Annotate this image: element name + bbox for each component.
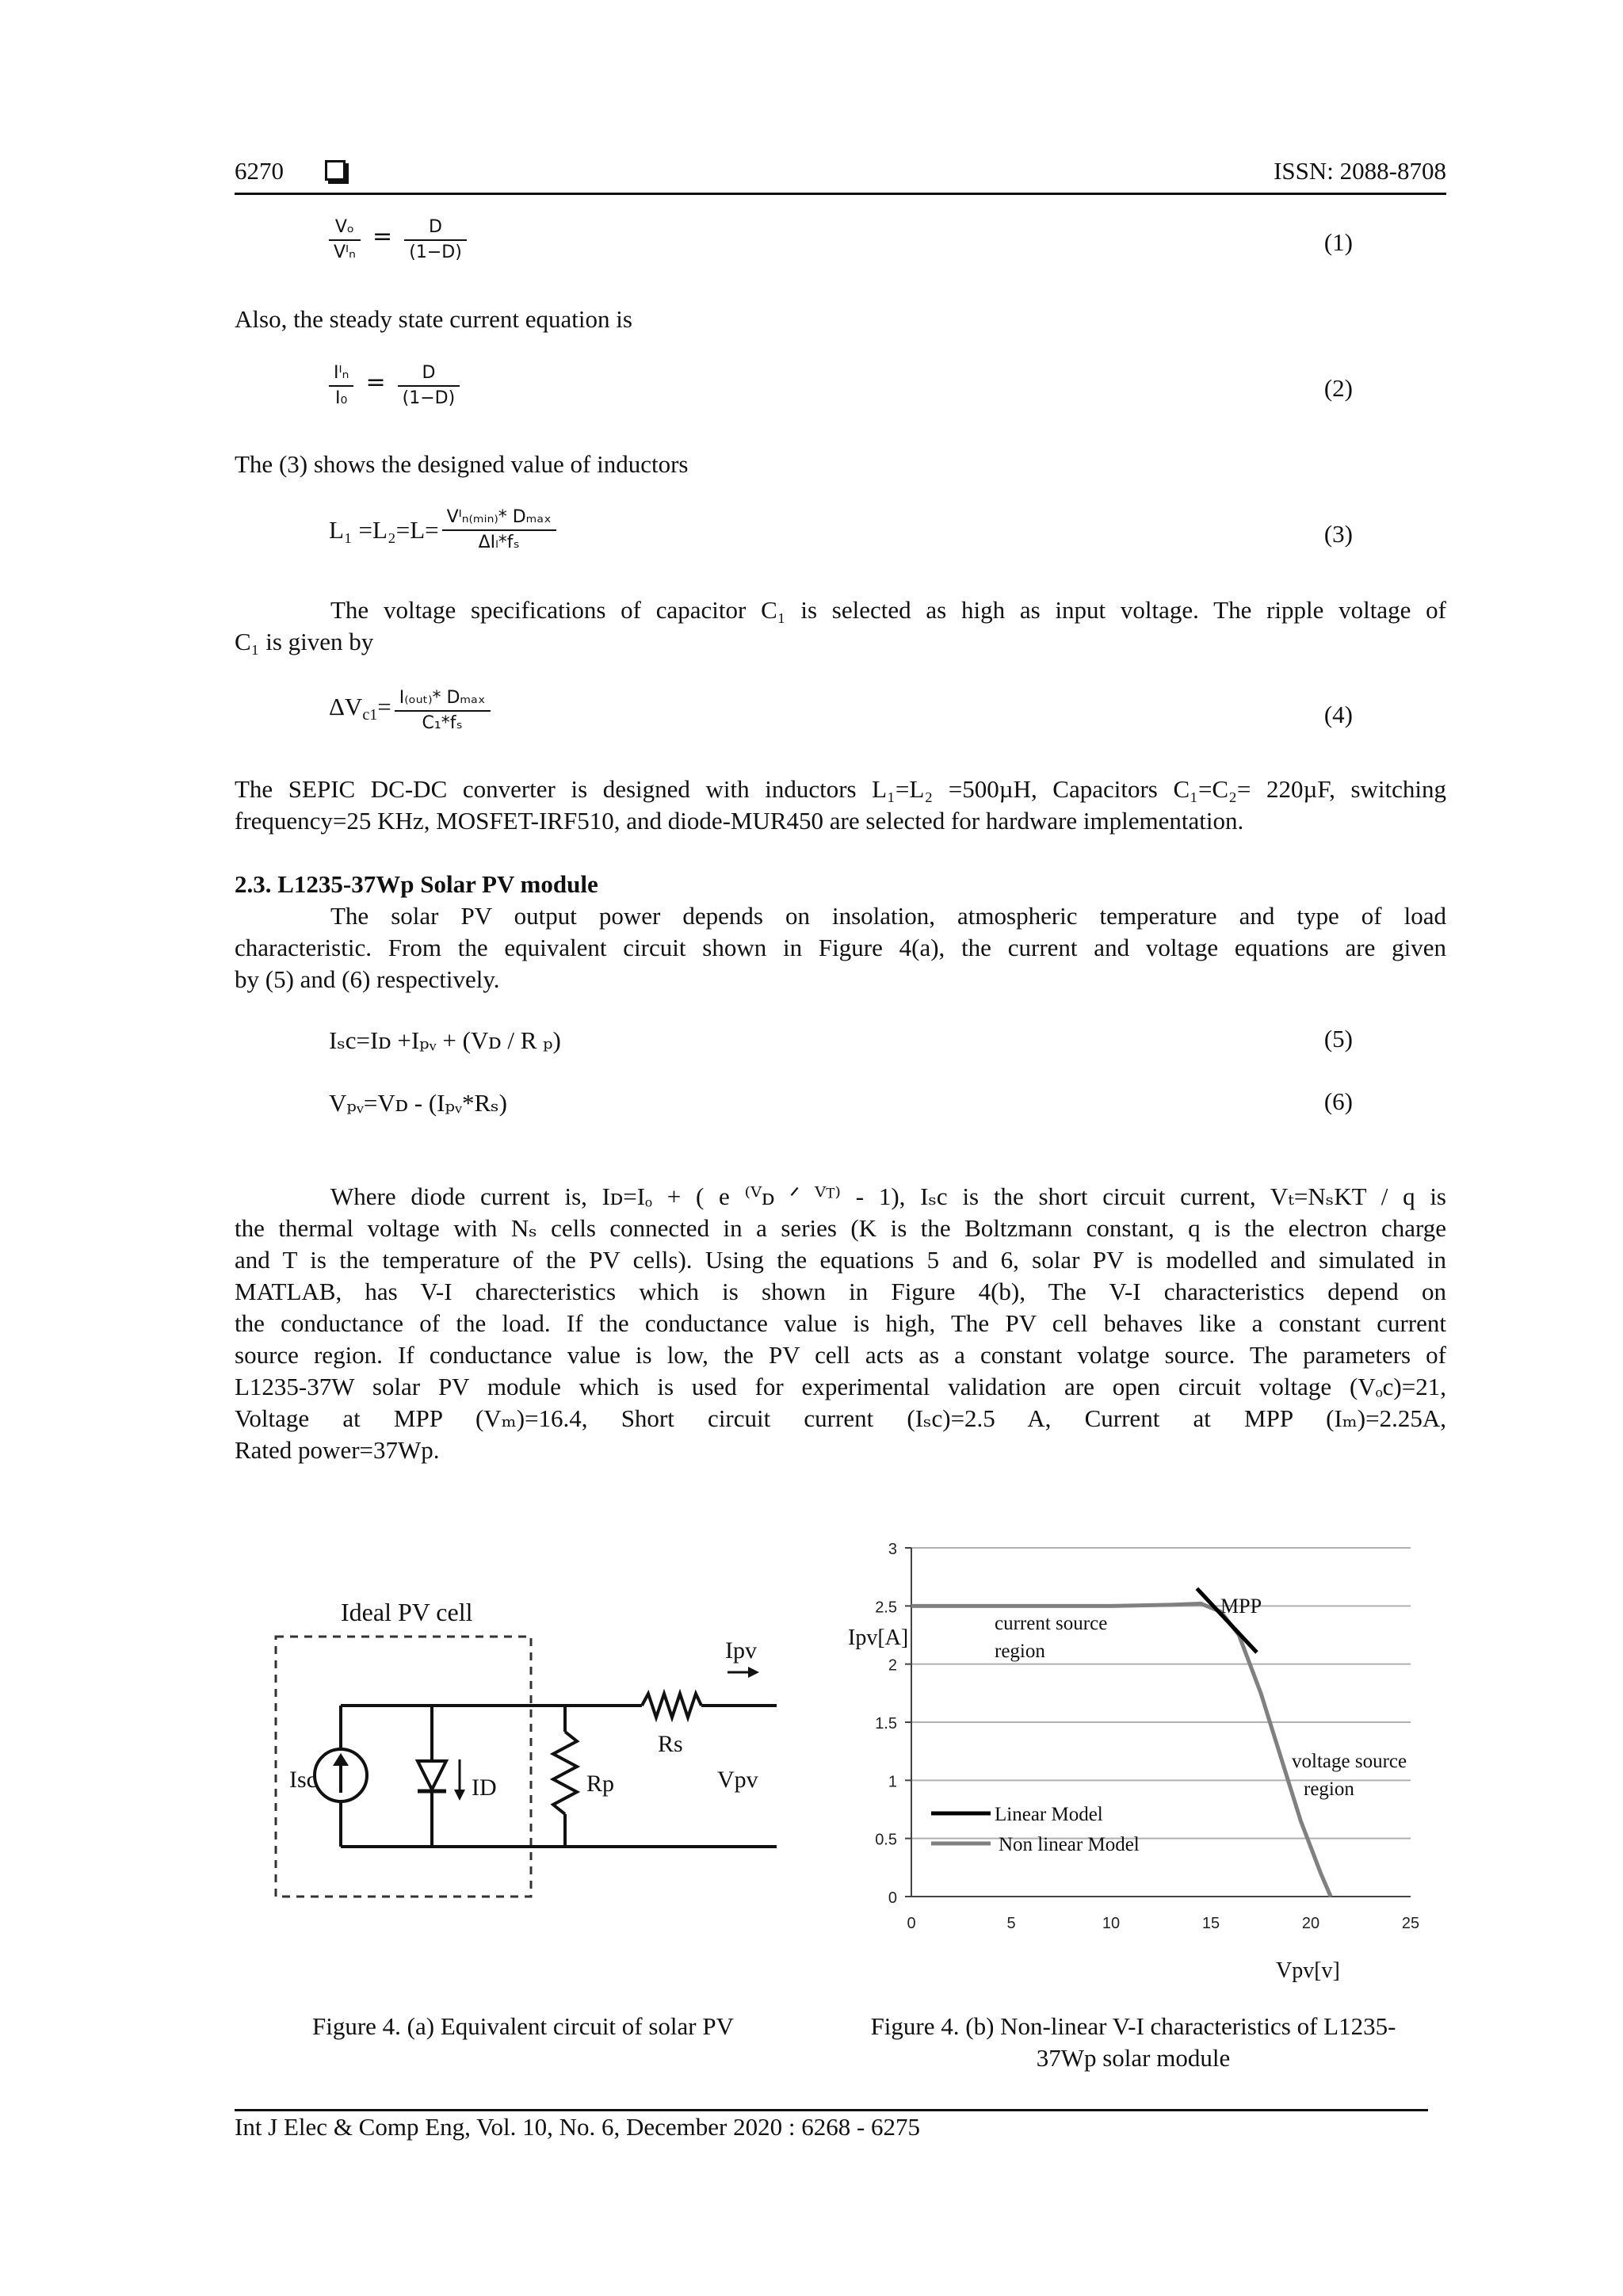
y-tick-label: 3 xyxy=(888,1541,897,1558)
y-tick-label: 1 xyxy=(888,1773,897,1791)
y-tick-label: 2.5 xyxy=(875,1599,897,1617)
resistor-rp-icon xyxy=(553,1732,577,1814)
equation-3-label: (3) xyxy=(1323,520,1353,548)
issn: ISSN: 2088-8708 xyxy=(1274,157,1446,185)
x-axis-label: Vpv[v] xyxy=(1276,1958,1340,1983)
vi-characteristics-chart xyxy=(824,1534,1458,1985)
x-tick-label: 15 xyxy=(1201,1915,1220,1932)
chart-legend xyxy=(931,1804,1140,1855)
paragraph-steady-state: Also, the steady state current equation is xyxy=(235,305,632,333)
annotation-current-source-region: region xyxy=(995,1641,1045,1662)
paragraph-voltage-spec-line2: C₁ is given by xyxy=(235,628,374,655)
equation-6-label: (6) xyxy=(1323,1087,1353,1115)
equation-5: Iₛc=Iᴅ +Iₚᵥ + (Vᴅ / R ₚ) xyxy=(329,1026,561,1054)
label-ipv: Ipv xyxy=(725,1637,757,1664)
label-vpv: Vpv xyxy=(717,1767,758,1793)
equation-5-label: (5) xyxy=(1323,1025,1353,1052)
section-heading: 2.3. L1235-37Wp Solar PV module xyxy=(235,870,598,898)
label-isc: Isc xyxy=(289,1767,317,1793)
square-bullet-icon xyxy=(325,160,346,181)
paragraph-inductors: The (3) shows the designed value of inductors xyxy=(235,450,689,478)
equation-4-label: (4) xyxy=(1323,701,1353,728)
annotation-voltage-source-region: region xyxy=(1304,1778,1354,1800)
paragraph-where: Where diode current is, Iᴅ=Iₒ + ( e ⁽ⱽᴅ ᐟ ⱽᵀ⁾ - 1), Iₛc is the short circuit current, Vₜ=NₛKT / q is the thermal voltage with Nₛ cells connected in a series (K is the Boltzmann constant, q is the electron charge and T is the temperature of the PV cells). Using the equations 5 and 6, solar PV is modelled and simulated in MATLAB, has V-I charecteristics which is shown in Figure 4(b), The V-I characteristics depend on the conductance of the load. If the conductance value is high, The PV cell behaves like a constant current source region. If conductance value is low, the PV cell acts as a constant volatge source. The parameters of L1235-37W solar PV module which is used for experimental validation are open circuit voltage (Vₒc)=21, Voltage at MPP (Vₘ)=16.4, Short circuit current (Iₛc)=2.5 A, Current at MPP (Iₘ)=2.25A, Rated power=37Wp. xyxy=(235,1182,1446,1464)
x-tick-label: 25 xyxy=(1401,1915,1420,1932)
x-tick-label: 5 xyxy=(1006,1915,1016,1932)
x-tick-label: 20 xyxy=(1301,1915,1320,1932)
caption-fig4b: Figure 4. (b) Non-linear V-I characteristics of L1235- 37Wp solar module xyxy=(870,2012,1396,2072)
annotation-current-source: current source xyxy=(995,1613,1108,1634)
annotation-voltage-source: voltage source xyxy=(1292,1751,1407,1772)
equation-2: $\frac{\text{Iᴵₙ}}{\text{I₀}}$ = $\frac{D}{(1-D)}$ xyxy=(329,363,460,409)
diode-current-arrow-icon xyxy=(454,1790,465,1801)
y-tick-label: 0.5 xyxy=(875,1831,897,1849)
y-tick-label: 0 xyxy=(888,1889,897,1907)
equation-1: $\frac{\text{Vₒ}}{\text{Vᴵₙ}}$ = $\frac{D}{(1-D)}$ xyxy=(329,217,467,263)
label-rs: Rs xyxy=(658,1731,683,1757)
equation-3: L₁ =L₂=L= $\frac{\text{Vᴵₙ₍ₘᵢₙ₎* Dₘₐₓ}}{\text{ΔIₗ*fₛ}}$ xyxy=(329,507,556,553)
equation-2-label: (2) xyxy=(1323,374,1353,402)
diode-icon xyxy=(418,1761,446,1790)
y-tick-label: 1.5 xyxy=(875,1715,897,1733)
label-rp: Rp xyxy=(586,1771,615,1797)
header-rule xyxy=(235,193,1446,195)
equation-1-label: (1) xyxy=(1323,228,1353,256)
equation-6: Vₚᵥ=Vᴅ - (Iₚᵥ*Rₛ) xyxy=(329,1089,507,1117)
page-number: 6270 xyxy=(235,157,284,185)
equivalent-circuit-figure xyxy=(262,1585,816,1926)
legend-nonlinear-model: Non linear Model xyxy=(999,1834,1140,1855)
footer-citation: Int J Elec & Comp Eng, Vol. 10, No. 6, December 2020 : 6268 - 6275 xyxy=(235,2113,921,2141)
label-id: ID xyxy=(472,1775,497,1801)
x-tick-label: 10 xyxy=(1102,1915,1121,1932)
annotation-mpp: MPP xyxy=(1220,1595,1262,1618)
equation-4: $\Delta V_{c1}=$ $\frac{\text{I₍ₒᵤₜ₎* Dₘₐₓ}}{\text{C₁*fₛ}}$ xyxy=(329,688,491,734)
legend-linear-model: Linear Model xyxy=(995,1804,1103,1825)
caption-fig4a: Figure 4. (a) Equivalent circuit of solar PV xyxy=(311,2012,735,2040)
resistor-rs-icon xyxy=(642,1694,701,1717)
x-tick-label: 0 xyxy=(907,1915,916,1932)
paragraph-solar: The solar PV output power depends on insolation, atmospheric temperature and type of load characteristic. From the equivalent circuit shown in Figure 4(a), the current and voltage equations are given by (5) and (6) respectively. xyxy=(235,902,1446,993)
paragraph-voltage-spec: The voltage specifications of capacitor C₁ is selected as high as input voltage. The ripple voltage of xyxy=(330,596,1446,624)
circuit-title: Ideal PV cell xyxy=(341,1598,473,1626)
y-axis-label: Ipv[A] xyxy=(848,1626,909,1650)
paragraph-sepic: The SEPIC DC-DC converter is designed with inductors L₁=L₂ =500µH, Capacitors C₁=C₂= 220µF, switching frequency=25 KHz, MOSFET-IRF510, and diode-MUR450 are selected for hardware implementation. xyxy=(235,775,1446,835)
y-tick-label: 2 xyxy=(888,1656,897,1675)
ipv-arrow-icon xyxy=(748,1667,759,1678)
